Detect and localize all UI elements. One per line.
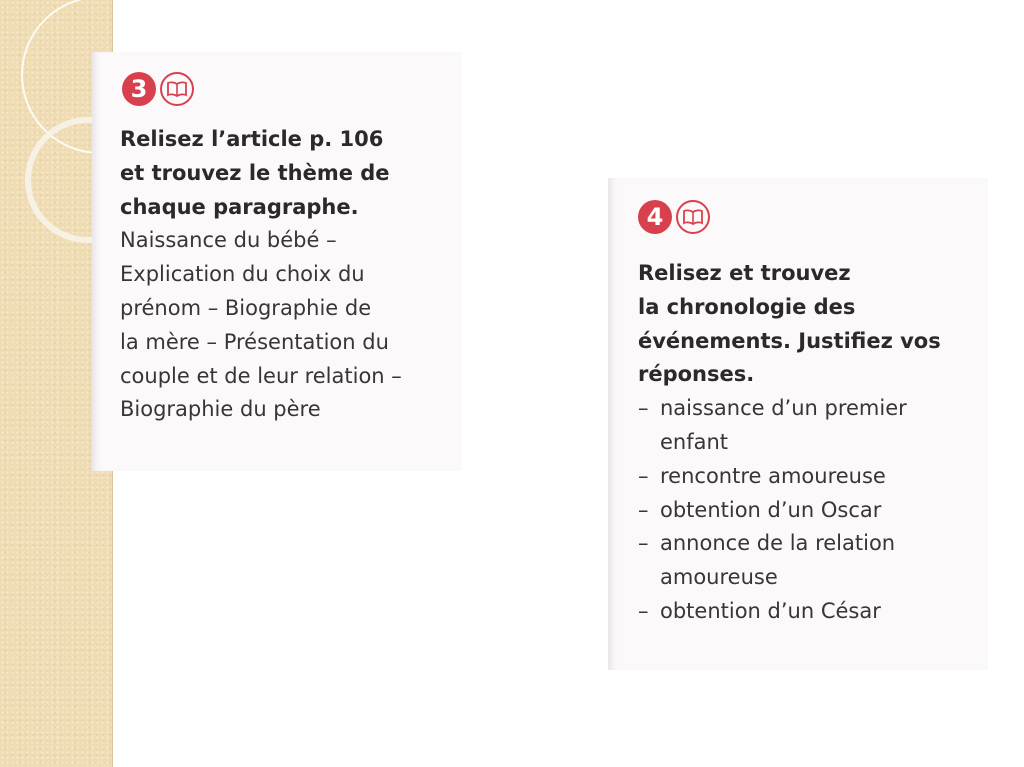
answer-line: Naissance du bébé – [120, 228, 337, 253]
instruction-line: chaque paragraphe. [120, 194, 359, 219]
list-item-text: rencontre amoureuse [660, 463, 886, 488]
exercise-4-card [608, 178, 988, 670]
list-item-continuation: amoureuse [660, 565, 778, 590]
exercise-4-header [638, 200, 710, 234]
book-icon [160, 72, 194, 106]
list-dash: – [638, 463, 649, 488]
answer-line: Biographie du père [120, 397, 321, 422]
list-item-continuation: enfant [660, 429, 729, 454]
answer-line: Explication du choix du [120, 262, 365, 287]
list-item-text: annonce de la relation [660, 531, 896, 556]
exercise-3-card [92, 52, 462, 471]
exercise-3-header [122, 72, 194, 106]
instruction-line: réponses. [638, 362, 755, 387]
list-item-text: naissance d’un premier [660, 396, 907, 421]
list-item [638, 494, 941, 528]
list-item [638, 460, 941, 494]
list-item-text: obtention d’un César [660, 598, 881, 623]
list-dash: – [638, 396, 649, 421]
instruction-line: la chronologie des [638, 294, 856, 319]
list-item-text: obtention d’un Oscar [660, 497, 882, 522]
list-dash: – [638, 497, 649, 522]
exercise-3-text [120, 123, 402, 427]
instruction-line: événements. Justifiez vos [638, 328, 941, 353]
list-dash: – [638, 598, 649, 623]
list-dash: – [638, 531, 649, 556]
book-icon [676, 200, 710, 234]
list-item [638, 392, 941, 426]
instruction-line: et trouvez le thème de [120, 160, 390, 185]
instruction-line: Relisez l’article p. 106 [120, 127, 384, 151]
answer-line: la mère – Présentation du [120, 329, 389, 354]
list-item [638, 527, 941, 561]
exercise-4-text [638, 257, 941, 629]
exercise-number-badge: 4 [638, 200, 672, 234]
list-item [638, 595, 941, 629]
instruction-line: Relisez et trouvez [638, 261, 851, 285]
answer-line: couple et de leur relation – [120, 363, 402, 388]
answer-line: prénom – Biographie de [120, 295, 372, 320]
exercise-number-badge: 3 [122, 72, 156, 106]
